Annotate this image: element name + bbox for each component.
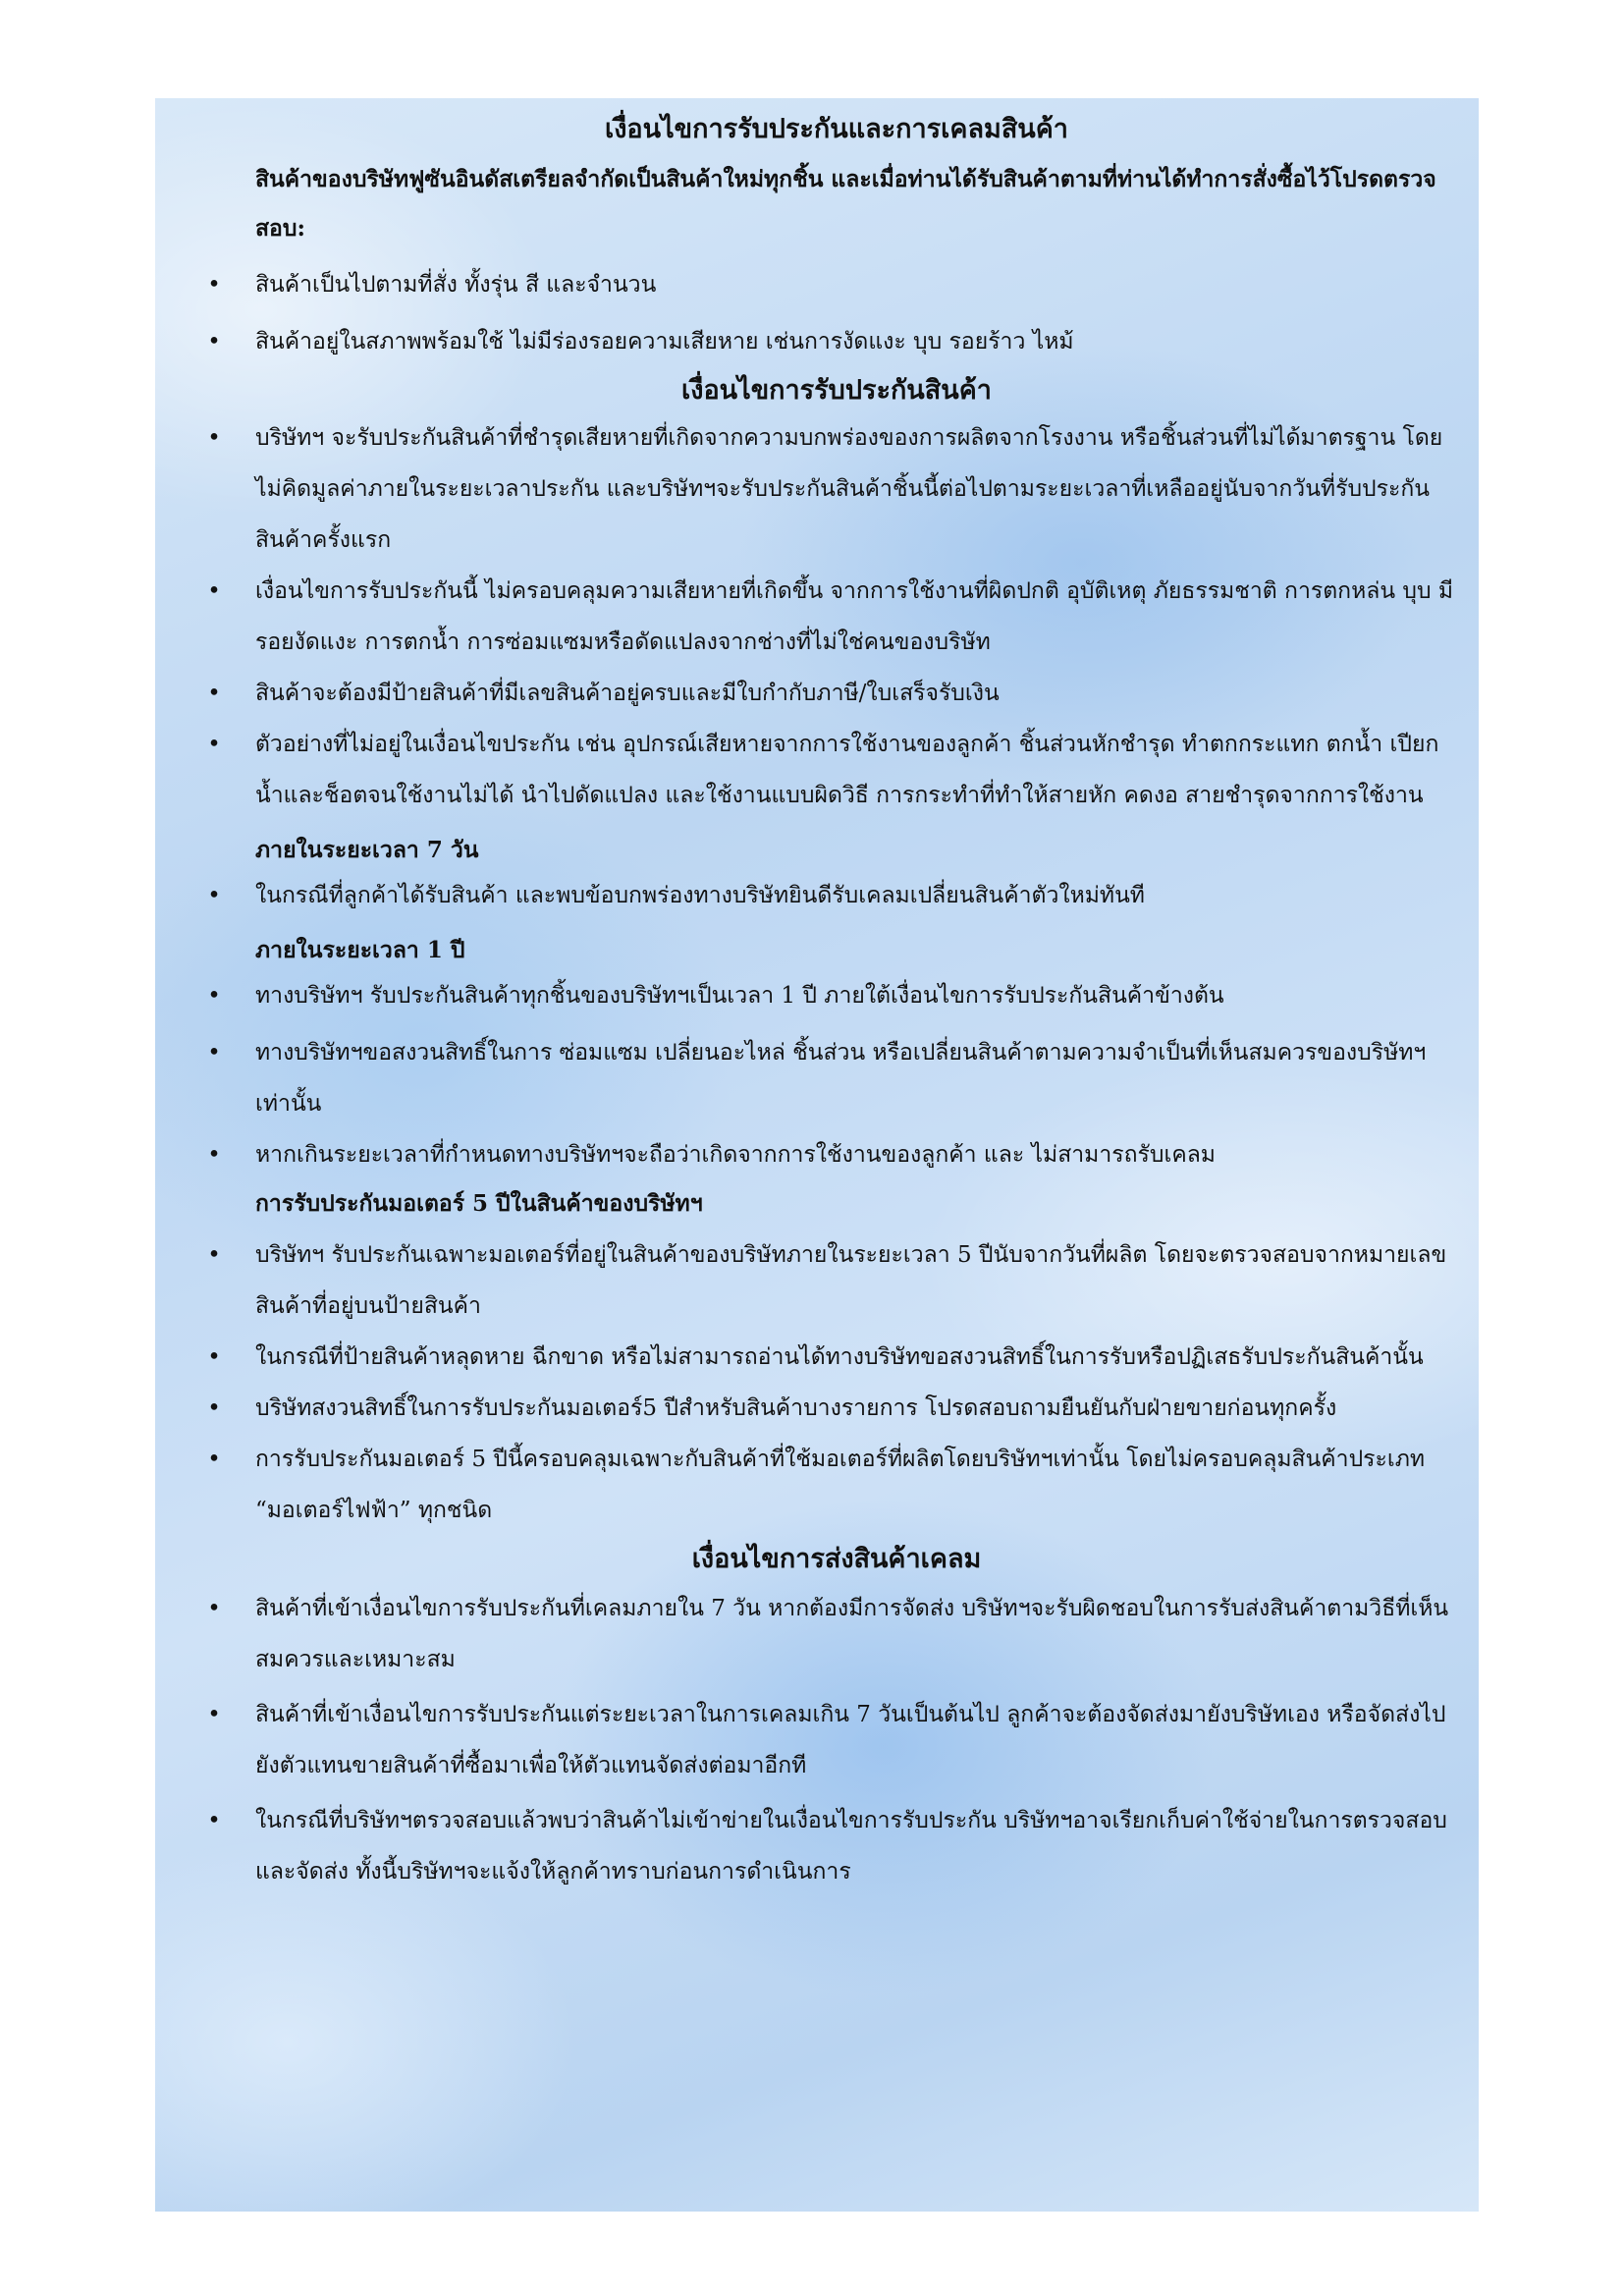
intro-paragraph: สินค้าของบริษัทฟูซันอินดัสเตรียลจำกัดเป็นสินค้าใหม่ทุกชิ้น และเมื่อท่านได้รับสินค้าตามที่ท่านได้ทำการสั่งซื้อไว้โปรดตรวจสอบ:	[255, 166, 1436, 242]
list-item	[155, 1689, 1463, 1791]
list-item-text: การรับประกันมอเตอร์ 5 ปีนี้ครอบคลุมเฉพาะกับสินค้าที่ใช้มอเตอร์ที่ผลิตโดยบริษัทฯเท่านั้น โดยไม่ครอบคลุมสินค้าประเภท “มอเตอร์ไฟฟ้า” ทุกชนิด	[255, 1447, 1426, 1523]
seven-days-list	[155, 870, 1479, 921]
list-item	[155, 1583, 1463, 1685]
heading-warranty: เงื่อนไขการรับประกันสินค้า	[681, 375, 992, 406]
bullet-icon: •	[207, 1142, 221, 1168]
motor-list	[155, 1230, 1479, 1536]
subheading-7-days: ภายในระยะเวลา 7 วัน	[255, 837, 479, 863]
bullet-icon: •	[207, 883, 221, 908]
heading-claim: เงื่อนไขการรับประกันและการเคลมสินค้า	[605, 114, 1068, 144]
bullet-icon: •	[207, 1447, 221, 1472]
bullet-icon: •	[207, 329, 221, 355]
subheading-motor-warranty: การรับประกันมอเตอร์ 5 ปีในสินค้าของบริษัทฯ	[255, 1190, 703, 1217]
list-item-text: ในกรณีที่ป้ายสินค้าหลุดหาย ฉีกขาด หรือไม่สามารถอ่านได้ทางบริษัทขอสงวนสิทธิ์ในการรับหรือปฏิเสธรับประกันสินค้านั้น	[255, 1344, 1424, 1370]
list-item	[155, 1332, 1463, 1383]
list-item-text: สินค้าที่เข้าเงื่อนไขการรับประกันที่เคลมภายใน 7 วัน หากต้องมีการจัดส่ง บริษัทฯจะรับผิดชอบในการรับส่งสินค้าตามวิธีที่เห็นสมควรและเหมาะสม	[255, 1596, 1449, 1672]
list-item-text: ในกรณีที่ลูกค้าได้รับสินค้า และพบข้อบกพร่องทางบริษัทยินดีรับเคลมเปลี่ยนสินค้าตัวใหม่ทันที	[255, 883, 1145, 908]
bullet-icon: •	[207, 1808, 221, 1833]
list-item-text: สินค้าอยู่ในสภาพพร้อมใช้ ไม่มีร่องรอยความเสียหาย เช่นการงัดแงะ บุบ รอยร้าว ไหม้	[255, 329, 1074, 355]
list-item-text: หากเกินระยะเวลาที่กำหนดทางบริษัทฯจะถือว่าเกิดจากการใช้งานของลูกค้า และ ไม่สามารถรับเคลม	[255, 1142, 1216, 1168]
bullet-icon: •	[207, 1702, 221, 1727]
inspect-list	[155, 259, 1479, 367]
list-item	[155, 870, 1463, 921]
list-item-text: สินค้าที่เข้าเงื่อนไขการรับประกันแต่ระยะเวลาในการเคลมเกิน 7 วันเป็นต้นไป ลูกค้าจะต้องจัดส่งมายังบริษัทเอง หรือจัดส่งไปยังตัวแทนขายสินค้าที่ซื้อมาเพื่อให้ตัวแทนจัดส่งต่อมาอีกที	[255, 1702, 1446, 1778]
list-item	[155, 719, 1463, 821]
list-item	[155, 970, 1463, 1021]
list-item	[155, 1027, 1463, 1129]
list-item	[155, 1230, 1463, 1332]
bullet-icon: •	[207, 732, 221, 757]
document-page	[155, 98, 1479, 2212]
bullet-icon: •	[207, 1395, 221, 1421]
bullet-icon: •	[207, 425, 221, 451]
bullet-icon: •	[207, 578, 221, 604]
list-item	[155, 1129, 1463, 1180]
heading-shipping: เงื่อนไขการส่งสินค้าเคลม	[691, 1544, 982, 1574]
list-item	[155, 412, 1463, 566]
list-item-text: เงื่อนไขการรับประกันนี้ ไม่ครอบคลุมความเสียหายที่เกิดขึ้น จากการใช้งานที่ผิดปกติ อุบัติเหตุ ภัยธรรมชาติ การตกหล่น บุบ มีรอยงัดแงะ การตกน้ำ การซ่อมแซมหรือดัดแปลงจากช่างที่ไม่ใช่คนของบริษัท	[255, 578, 1454, 655]
list-item	[155, 316, 1463, 367]
list-item	[155, 259, 1463, 310]
bullet-icon: •	[207, 681, 221, 706]
list-item-text: บริษัทฯ จะรับประกันสินค้าที่ชำรุดเสียหายที่เกิดจากความบกพร่องของการผลิตจากโรงงาน หรือชิ้นส่วนที่ไม่ได้มาตรฐาน โดยไม่คิดมูลค่าภายในระยะเวลาประกัน และบริษัทฯจะรับประกันสินค้าชิ้นนี้ต่อไปตามระยะเวลาที่เหลืออยู่นับจากวันที่รับประกันสินค้าครั้งแรก	[255, 425, 1443, 553]
list-item-text: บริษัทฯ รับประกันเฉพาะมอเตอร์ที่อยู่ในสินค้าของบริษัทภายในระยะเวลา 5 ปีนับจากวันที่ผลิต โดยจะตรวจสอบจากหมายเลขสินค้าที่อยู่บนป้ายสินค้า	[255, 1242, 1447, 1319]
list-item	[155, 668, 1463, 719]
list-item	[155, 1795, 1463, 1897]
list-item-text: ตัวอย่างที่ไม่อยู่ในเงื่อนไขประกัน เช่น อุปกรณ์เสียหายจากการใช้งานของลูกค้า ชิ้นส่วนหักชำรุด ทำตกกระแทก ตกน้ำ เปียกน้ำและช็อตจนใช้งานไม่ได้ นำไปดัดแปลง และใช้งานแบบผิดวิธี การกระทำที่ทำให้สายหัก คดงอ สายชำรุดจากการใช้งาน	[255, 732, 1439, 808]
bullet-icon: •	[207, 1344, 221, 1370]
list-item	[155, 566, 1463, 668]
bullet-icon: •	[207, 1040, 221, 1066]
list-item	[155, 1383, 1463, 1434]
list-item	[155, 1434, 1463, 1536]
bullet-icon: •	[207, 1242, 221, 1268]
list-item-text: ในกรณีที่บริษัทฯตรวจสอบแล้วพบว่าสินค้าไม่เข้าข่ายในเงื่อนไขการรับประกัน บริษัทฯอาจเรียกเก็บค่าใช้จ่ายในการตรวจสอบและจัดส่ง ทั้งนี้บริษัทฯจะแจ้งให้ลูกค้าทราบก่อนการดำเนินการ	[255, 1808, 1447, 1885]
list-item-text: สินค้าเป็นไปตามที่สั่ง ทั้งรุ่น สี และจำนวน	[255, 272, 657, 298]
warranty-list	[155, 412, 1479, 821]
document-content	[155, 98, 1479, 1897]
subheading-1-year: ภายในระยะเวลา 1 ปี	[255, 937, 465, 963]
bullet-icon: •	[207, 1596, 221, 1621]
bullet-icon: •	[207, 983, 221, 1009]
shipping-list	[155, 1583, 1479, 1897]
list-item-text: สินค้าจะต้องมีป้ายสินค้าที่มีเลขสินค้าอยู่ครบและมีใบกำกับภาษี/ใบเสร็จรับเงิน	[255, 681, 1000, 706]
list-item-text: ทางบริษัทฯ รับประกันสินค้าทุกชิ้นของบริษัทฯเป็นเวลา 1 ปี ภายใต้เงื่อนไขการรับประกันสินค้าข้างต้น	[255, 983, 1224, 1009]
one-year-list	[155, 970, 1479, 1180]
list-item-text: ทางบริษัทฯขอสงวนสิทธิ์ในการ ซ่อมแซม เปลี่ยนอะไหล่ ชิ้นส่วน หรือเปลี่ยนสินค้าตามความจำเป็นที่เห็นสมควรของบริษัทฯเท่านั้น	[255, 1040, 1427, 1117]
list-item-text: บริษัทสงวนสิทธิ์ในการรับประกันมอเตอร์5 ปีสำหรับสินค้าบางรายการ โปรดสอบถามยืนยันกับฝ่ายขายก่อนทุกครั้ง	[255, 1395, 1337, 1421]
bullet-icon: •	[207, 272, 221, 298]
